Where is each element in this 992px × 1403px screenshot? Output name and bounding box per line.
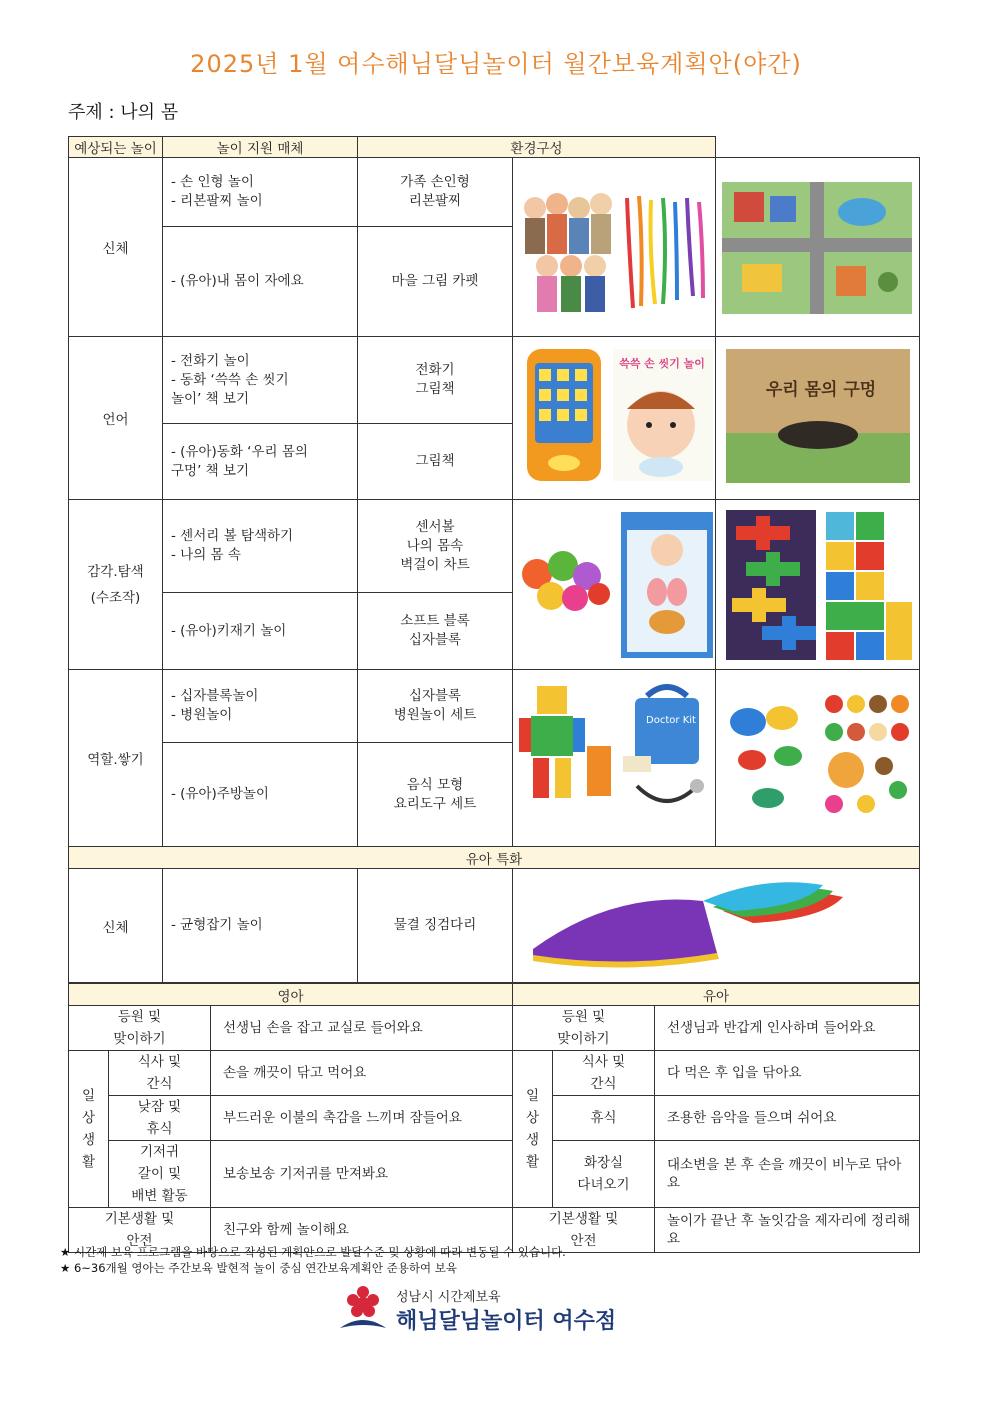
env-image-phone-book — [513, 337, 716, 500]
body-holes-book-illustration — [726, 349, 910, 483]
toddler-daily-label — [513, 1051, 553, 1208]
activity: - 전화기 놀이 - 동화 ‘쓱쓱 손 씻기 놀이’ 책 보기 — [163, 337, 358, 424]
media: 그림책 — [358, 424, 513, 500]
infant-safety-label: 기본생활 및 안전 — [69, 1208, 211, 1253]
special-category: 신체 — [69, 869, 163, 983]
activity: - 십자블록놀이 - 병원놀이 — [163, 670, 358, 743]
infant-header: 영아 — [69, 984, 513, 1006]
activity: - (유아)동화 ‘우리 몸의 구멍’ 책 보기 — [163, 424, 358, 500]
activity: - 손 인형 놀이 - 리본팔찌 놀이 — [163, 158, 358, 227]
media: 가족 손인형 리본팔찌 — [358, 158, 513, 227]
footnote: ★ 6~36개월 영아는 주간보육 발현적 놀이 중심 연간보육계획안 준용하여 보육 — [60, 1261, 457, 1275]
flower-logo-icon — [336, 1286, 390, 1336]
block-robot — [519, 686, 611, 798]
infant-meal-label: 식사 및 간식 — [109, 1051, 211, 1096]
env-image-puppets-ribbons — [513, 158, 716, 337]
infant-nap-text: 부드러운 이불의 촉감을 느끼며 잠들어요 — [211, 1096, 513, 1141]
env-image-stepping-stones — [513, 869, 920, 983]
infant-meal-text: 손을 깨끗이 닦고 먹어요 — [211, 1051, 513, 1096]
footnote: ★ 시간제 보육 프로그램을 바탕으로 작성된 계획안으로 발달수준 및 상황에 따라 변동될 수 있습니다. — [60, 1245, 566, 1259]
infant-safety-text: 친구와 함께 놀이해요 — [211, 1208, 513, 1253]
special-activity: - 균형잡기 놀이 — [163, 869, 358, 983]
env-image-sensory-chart — [513, 500, 716, 670]
activity: - 센서리 볼 탐색하기 - 나의 몸 속 — [163, 500, 358, 593]
town-carpet-illustration — [722, 182, 912, 314]
cross-soft-blocks-illustration — [722, 506, 916, 664]
cross-blocks — [726, 510, 816, 660]
media: 전화기 그림책 — [358, 337, 513, 424]
page-title: 2025년 1월 여수해님달님놀이터 월간보육계획안(야간) — [190, 50, 802, 78]
body-holes-book-title: 우리 몸의 구멍 — [765, 380, 877, 400]
category-role-build: 역할.쌓기 — [69, 670, 163, 847]
special-media: 물결 징검다리 — [358, 869, 513, 983]
puppets-ribbons-illustration — [517, 178, 713, 318]
kitchen-food-set-illustration — [722, 682, 916, 820]
infant-arrival-text: 선생님 손을 잡고 교실로 들어와요 — [211, 1006, 513, 1051]
env-image-town-carpet — [716, 158, 920, 337]
header-play: 예상되는 놀이 — [69, 137, 163, 158]
infant-daily-label — [69, 1051, 109, 1208]
media: 소프트 블록 십자블록 — [358, 593, 513, 670]
toddler-arrival-text: 선생님과 반갑게 인사하며 들어와요 — [655, 1006, 920, 1051]
infant-diaper-label: 기저귀 갈이 및 배변 활동 — [109, 1141, 211, 1208]
footnotes — [60, 1244, 566, 1276]
toddler-safety-label: 기본생활 및 안전 — [513, 1208, 655, 1253]
media: 십자블록 병원놀이 세트 — [358, 670, 513, 743]
toddler-safety-text: 놀이가 끝난 후 놀잇감을 제자리에 정리해요 — [655, 1208, 920, 1253]
doctor-kit-bag — [623, 687, 704, 801]
doctor-kit-label: Doctor Kit — [646, 715, 696, 726]
toddler-rest-label: 휴식 — [553, 1096, 655, 1141]
media: 마을 그림 카펫 — [358, 227, 513, 337]
cookware — [730, 706, 802, 808]
activity: - (유아)주방놀이 — [163, 743, 358, 847]
category-sensory: 감각.탐색 (수조작) — [69, 500, 163, 670]
toddler-rest-text: 조용한 음악을 들으며 쉬어요 — [655, 1096, 920, 1141]
activity: - (유아)키재기 놀이 — [163, 593, 358, 670]
toddler-meal-text: 다 먹은 후 입을 닦아요 — [655, 1051, 920, 1096]
logo-name: 해님달님놀이터 여수점 — [396, 1309, 617, 1334]
infant-diaper-text: 보송보송 기저귀를 만져봐요 — [211, 1141, 513, 1208]
toddler-toilet-text: 대소변을 본 후 손을 깨끗이 비누로 닦아요 — [655, 1141, 920, 1208]
play-plan-table — [68, 136, 920, 983]
infant-nap-label: 낮잠 및 휴식 — [109, 1096, 211, 1141]
media: 음식 모형 요리도구 세트 — [358, 743, 513, 847]
env-image-blocks — [716, 500, 920, 670]
center-logo — [336, 1286, 636, 1338]
category-language: 언어 — [69, 337, 163, 500]
wave-stepping-stones-illustration — [523, 877, 863, 977]
logo-subtitle: 성남시 시간제보육 — [396, 1290, 501, 1305]
soft-blocks-tower — [826, 512, 912, 660]
activity: - (유아)내 몸이 자에요 — [163, 227, 358, 337]
infant-daily-text: 일상생활 — [81, 1088, 96, 1170]
infant-arrival-label: 등원 및 맞이하기 — [69, 1006, 211, 1051]
env-image-body-book — [716, 337, 920, 500]
env-image-doctor-kit — [513, 670, 716, 847]
toddler-meal-label: 식사 및 간식 — [553, 1051, 655, 1096]
header-media: 놀이 지원 매체 — [163, 137, 358, 158]
handwash-book-title: 쓱쓱 손 씻기 놀이 — [619, 357, 705, 370]
media: 센서볼 나의 몸속 벽걸이 차트 — [358, 500, 513, 593]
toddler-arrival-label: 등원 및 맞이하기 — [513, 1006, 655, 1051]
category-body: 신체 — [69, 158, 163, 337]
ribbon-bracelets — [627, 196, 703, 308]
daily-routine-table — [68, 983, 920, 1253]
special-header: 유아 특화 — [69, 847, 920, 869]
theme-label: 주제 : 나의 몸 — [68, 102, 179, 123]
header-env: 환경구성 — [358, 137, 716, 158]
sensory-ball-body-chart-illustration — [517, 510, 715, 660]
hand-puppets — [524, 193, 612, 312]
env-image-kitchen — [716, 670, 920, 847]
play-food — [825, 695, 909, 813]
toddler-header: 유아 — [513, 984, 920, 1006]
block-robot-doctor-kit-illustration — [517, 676, 715, 816]
toddler-toilet-label: 화장실 다녀오기 — [553, 1141, 655, 1208]
toddler-daily-text: 일상생활 — [525, 1088, 540, 1170]
